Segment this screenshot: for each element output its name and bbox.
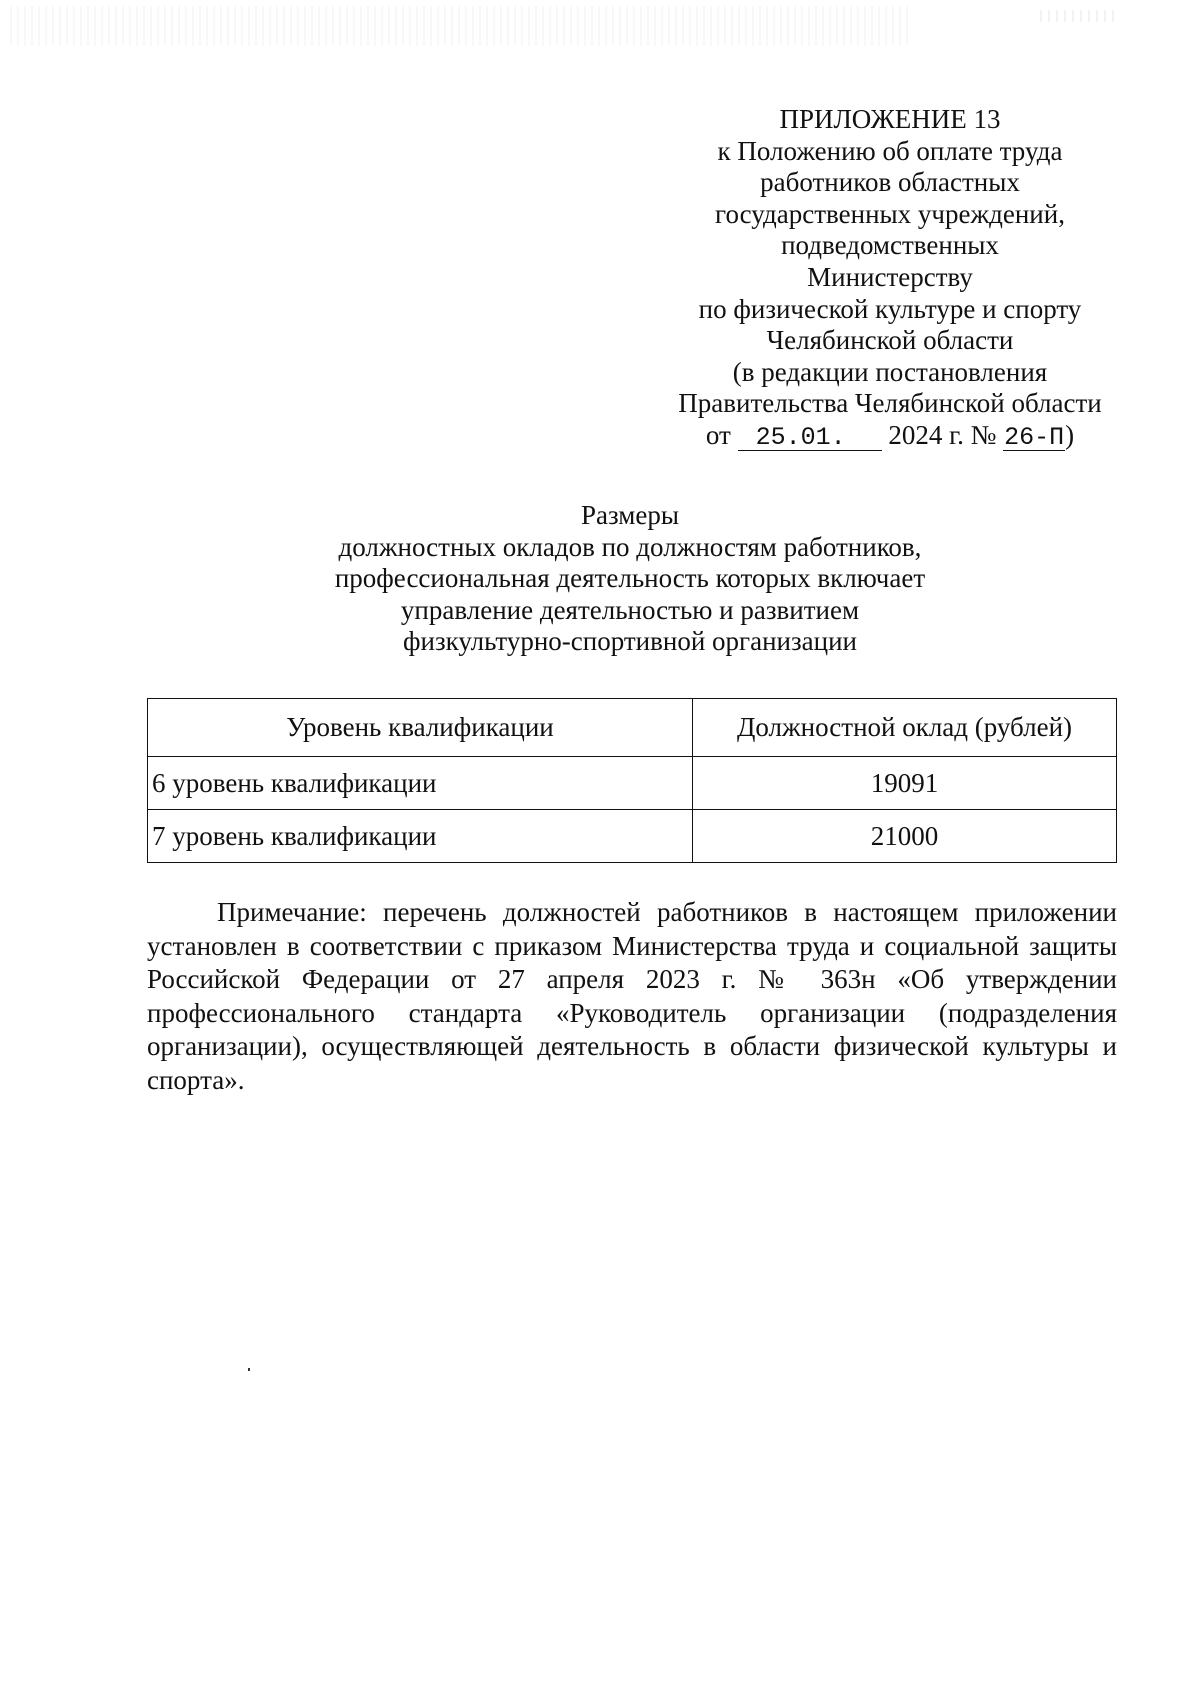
qualification-level-cell: 7 уровень квалификации — [148, 810, 693, 863]
scan-speck — [248, 1368, 250, 1371]
year-text: 2024 г. № — [888, 419, 997, 450]
document-title — [150, 500, 1110, 658]
note-paragraph: Примечание: перечень должностей работников в настоящем приложении установлен в соответствии с приказом Министерства труда и социальной защиты Российской Федерации от 27 апреля 2023 г. № 363н «Об утверждении профессионального стандарта «Руководитель организации (подразделения организации), осуществляющей деятельность в области физической культуры и спорта». — [147, 897, 1117, 1095]
salary-cell: 21000 — [693, 810, 1117, 863]
scan-artifact — [1040, 10, 1120, 22]
appendix-date-line — [600, 420, 1180, 452]
title-line: должностных окладов по должностям работников, — [338, 531, 922, 562]
appendix-line: Челябинской области — [766, 325, 1014, 356]
appendix-line: государственных учреждений, — [715, 198, 1065, 229]
resolution-number: 26-П — [1004, 422, 1065, 452]
scan-artifact — [10, 6, 910, 46]
table-row — [148, 757, 1117, 810]
appendix-header — [600, 104, 1180, 452]
appendix-line: Правительства Челябинской области — [678, 388, 1102, 419]
appendix-line: подведомственных — [781, 230, 999, 261]
appendix-line: Министерству — [807, 261, 973, 292]
salary-cell: 19091 — [693, 757, 1117, 810]
title-line: управление деятельностью и развитием — [400, 594, 860, 625]
column-header-level: Уровень квалификации — [148, 699, 693, 757]
appendix-line: (в редакции постановления — [732, 356, 1048, 387]
table-row — [148, 810, 1117, 863]
qualification-level-cell: 6 уровень квалификации — [148, 757, 693, 810]
salary-table — [147, 698, 1117, 863]
title-line: Размеры — [581, 500, 679, 530]
title-line: профессиональная деятельность которых включает — [334, 563, 926, 593]
title-line: физкультурно-спортивной организации — [403, 626, 857, 656]
appendix-title: ПРИЛОЖЕНИЕ 13 — [779, 104, 1001, 134]
appendix-line: работников областных — [760, 167, 1020, 198]
table-header-row — [148, 699, 1117, 757]
column-header-salary: Должностной оклад (рублей) — [693, 699, 1117, 757]
date-prefix: от — [705, 419, 731, 450]
appendix-line: к Положению об оплате труда — [717, 135, 1063, 166]
date-value: 25.01. — [738, 426, 882, 451]
closing-paren: ) — [1065, 419, 1075, 450]
appendix-line: по физической культуре и спорту — [698, 293, 1082, 324]
